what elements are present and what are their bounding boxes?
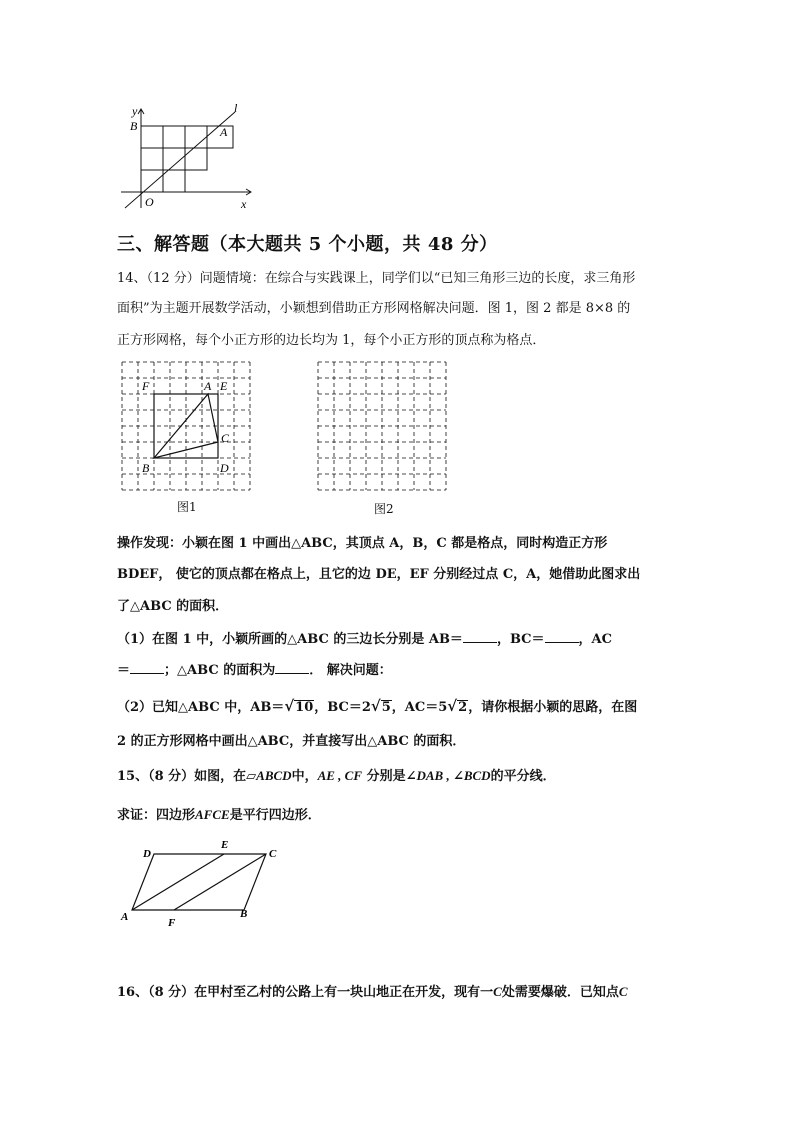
section-three-title: 三、解答题（本大题共 5 个小题，共 48 分） <box>117 234 498 255</box>
fig1-label-d: D <box>220 461 229 475</box>
q15-parallelogram <box>118 838 290 930</box>
label-a: A <box>220 125 228 139</box>
q14-op-line3: 了△ABC 的面积． <box>117 599 229 614</box>
fig2-caption: 图2 <box>374 502 394 516</box>
label-l: l <box>234 101 238 115</box>
q16-line1: 16、（8 分）在甲村至乙村的公路上有一块山地正在开发，现有一C处需要爆破．已知点C <box>117 984 628 1000</box>
q15-line1: 15、（8 分）如图，在▱ABCD中，AE , CF 分别是∠DAB , ∠BCD的平分线． <box>117 768 556 784</box>
fig1-label-e: E <box>220 379 228 393</box>
q15-line2: 求证：四边形AFCE是平行四边形． <box>117 807 321 823</box>
q14-op-line1: 操作发现：小颖在图 1 中画出△ABC，其顶点 A，B，C 都是格点，同时构造正方形 <box>117 536 608 551</box>
q15-label-d: D <box>143 848 151 860</box>
q15-label-b: B <box>240 908 248 920</box>
parallelogram-abcd <box>132 854 266 910</box>
fig1-caption: 图1 <box>177 500 197 514</box>
q15-label-c: C <box>269 848 277 860</box>
q14-part1-line2: ＝ ；△ABC 的面积为 ． 解决问题： <box>117 663 392 678</box>
q14-part1-line1: （1）在图 1 中，小颖所画的△ABC 的三边长分别是 AB＝ ，BC＝ ，AC <box>117 632 612 647</box>
label-o: O <box>145 195 154 209</box>
q14-line3: 正方形网格，每个小正方形的边长均为 1，每个小正方形的顶点称为格点． <box>117 333 546 348</box>
q14-line1: 14、（12 分）问题情境：在综合与实践课上，同学们以“已知三角形三边的长度，求三角形 <box>117 271 636 286</box>
segment-cf <box>174 854 266 910</box>
q15-label-f: F <box>168 917 176 929</box>
blank-bc[interactable] <box>545 630 579 643</box>
label-b: B <box>130 119 138 133</box>
fig1-label-c: C <box>221 431 230 445</box>
q14-part2-line2: 2 的正方形网格中画出△ABC，并直接写出△ABC 的面积． <box>117 734 466 749</box>
q15-label-e: E <box>221 839 229 851</box>
fig1-label-a: A <box>204 379 212 393</box>
segment-ae <box>132 854 224 910</box>
fig1-grid <box>118 358 258 498</box>
blank-ac[interactable] <box>130 661 164 674</box>
blank-area[interactable] <box>275 661 309 674</box>
fig1-label-b: B <box>142 461 150 475</box>
q15-label-a: A <box>121 911 129 923</box>
fig1-label-f: F <box>142 379 150 393</box>
top-coordinate-graph <box>115 100 255 212</box>
q14-part2-line1: （2）已知△ABC 中，AB＝√10，BC＝2√5，AC＝5√2，请你根据小颖的思路，在图 <box>117 697 638 715</box>
fig2-grid <box>314 358 454 498</box>
label-x: x <box>241 197 247 211</box>
q14-line2: 面积”为主题开展数学活动，小颖想到借助正方形网格解决问题．图 1，图 2 都是 8×8 的 <box>117 301 631 316</box>
q14-op-line2: BDEF， 使它的顶点都在格点上，且它的边 DE，EF 分别经过点 C，A，她借助此图求出 <box>117 567 641 582</box>
label-y: y <box>132 104 138 118</box>
blank-ab[interactable] <box>463 630 497 643</box>
